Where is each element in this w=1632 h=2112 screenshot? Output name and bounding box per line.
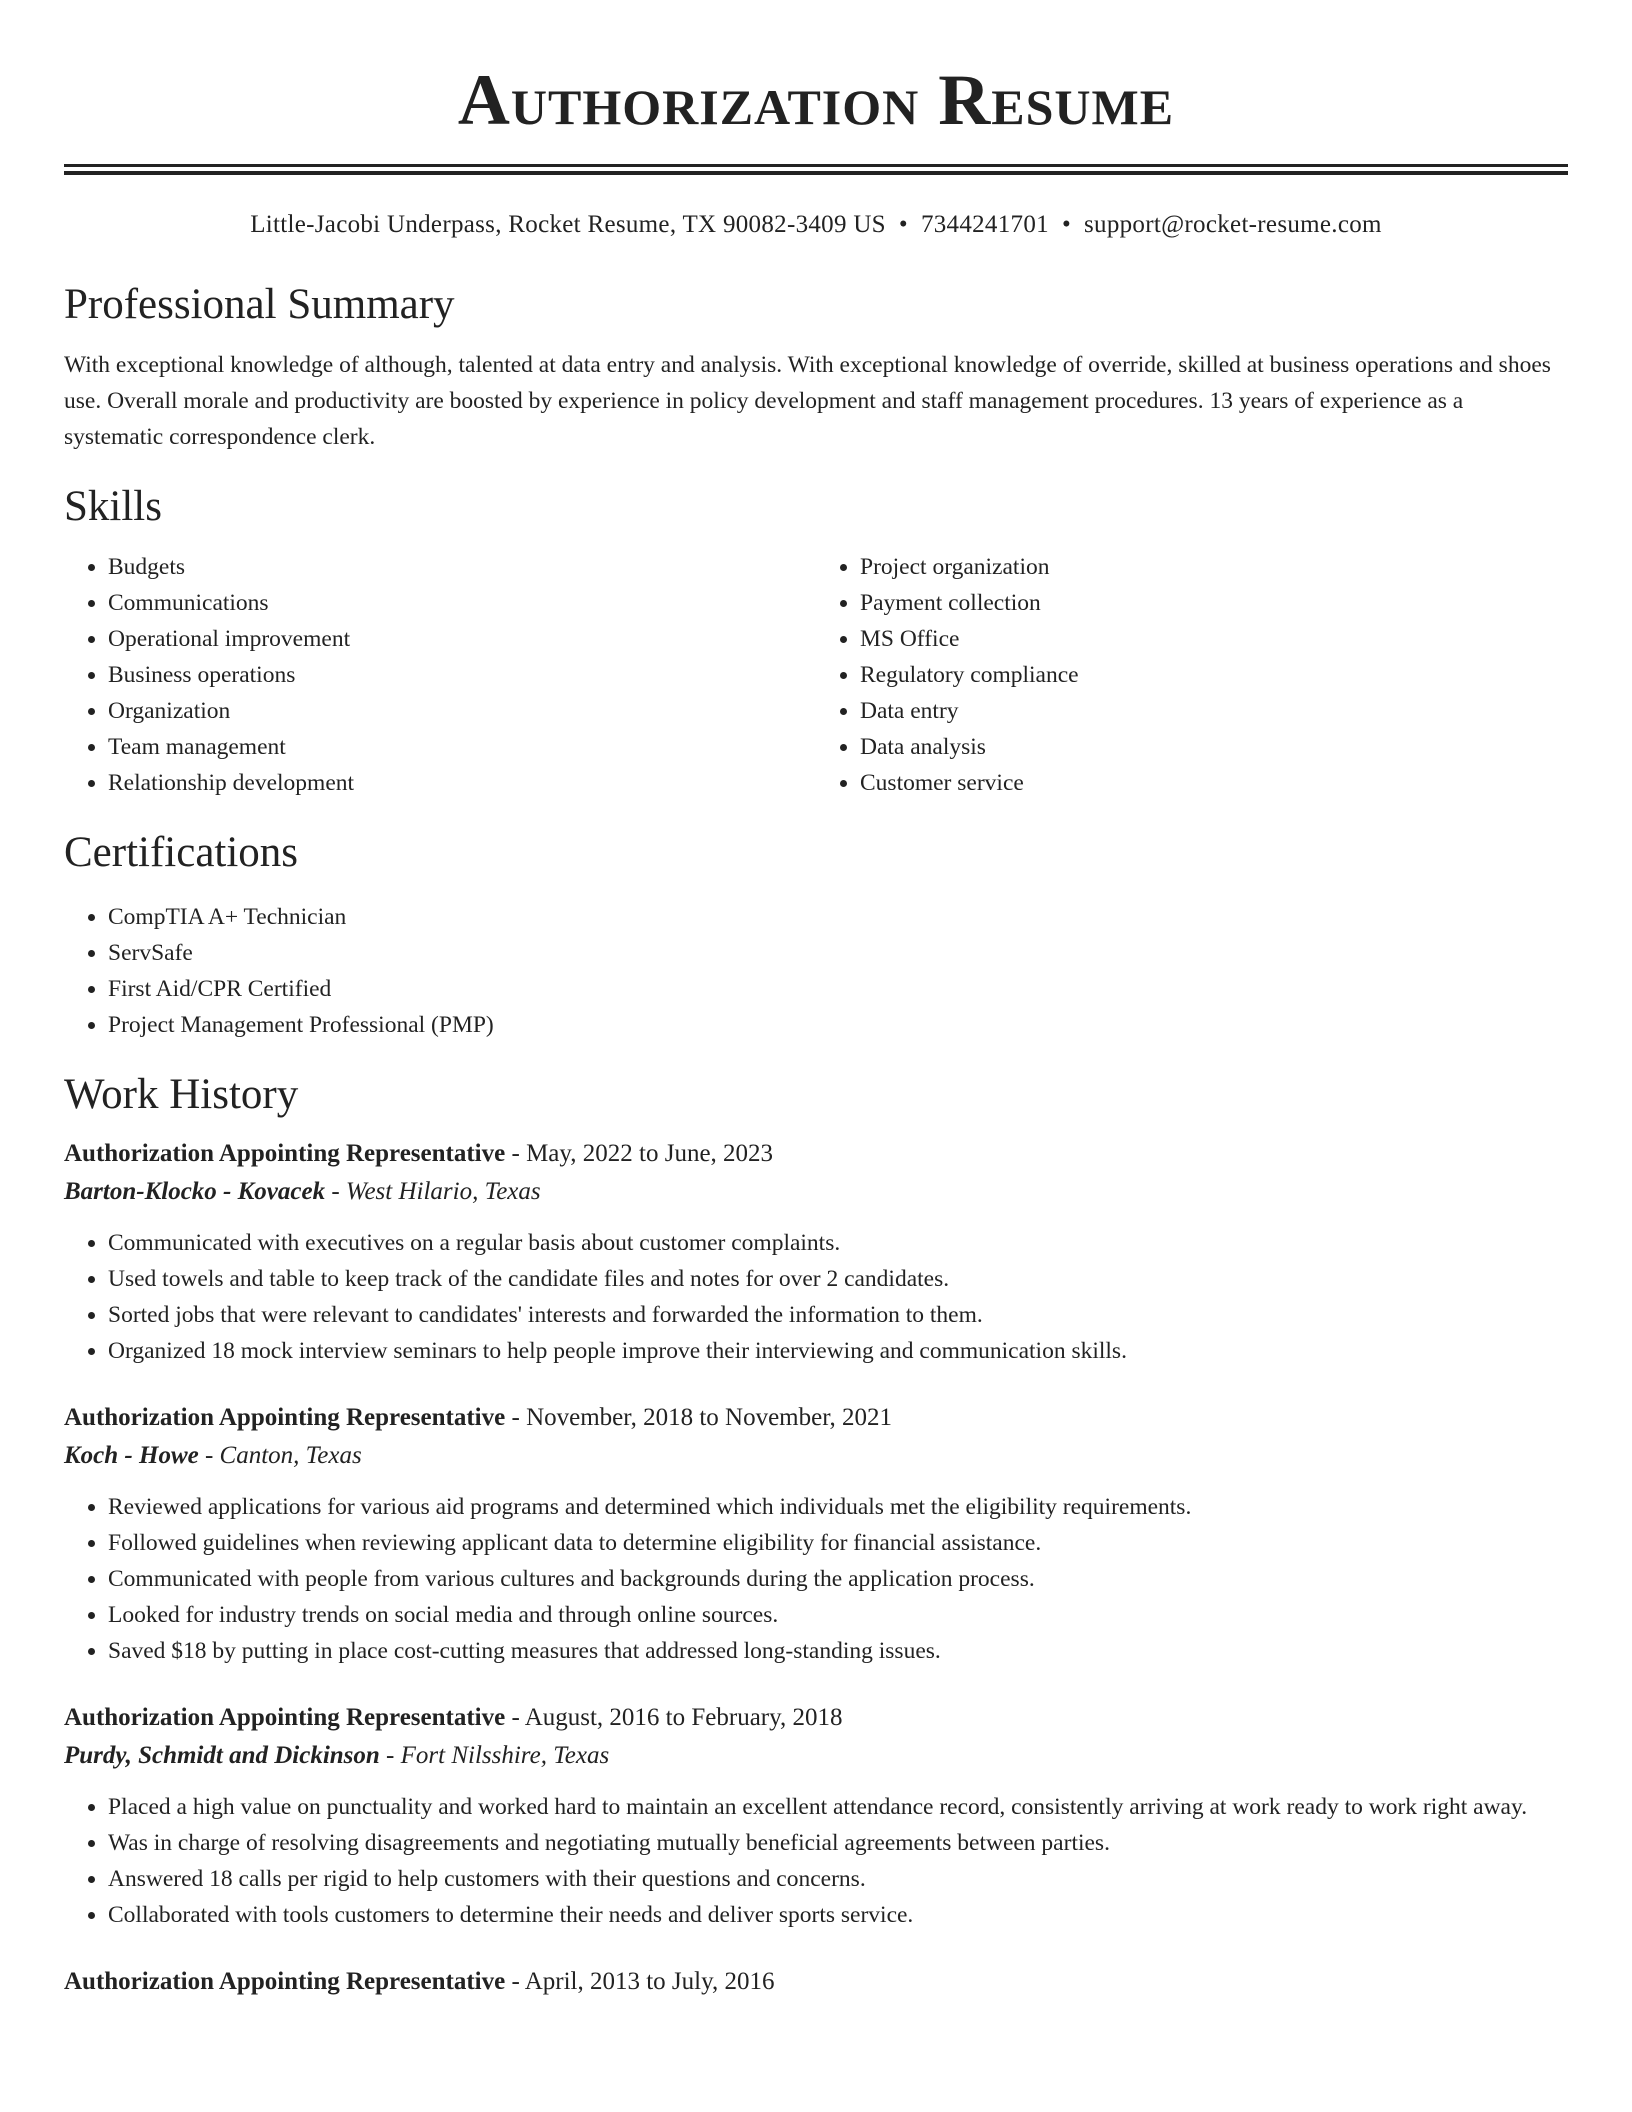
job-title-line: Authorization Appointing Representative - August, 2016 to February, 2018 — [64, 1704, 843, 1731]
contact-email: support@rocket-resume.com — [1084, 211, 1382, 238]
skill-item: • Customer service — [860, 765, 1568, 801]
job-bullet: • Saved $18 by putting in place cost-cutting measures that addressed long-standing issues. — [108, 1633, 1568, 1669]
job-bullet: • Communicated with executives on a regular basis about customer complaints. — [108, 1225, 1568, 1261]
job-location: Canton, Texas — [219, 1442, 362, 1469]
job-entry — [64, 1399, 1568, 1669]
job-bullet: • Organized 18 mock interview seminars to help people improve their interviewing and communication skills. — [108, 1333, 1568, 1369]
job-bullet: • Sorted jobs that were relevant to candidates' interests and forwarded the information to them. — [108, 1297, 1568, 1333]
job-title-line: Authorization Appointing Representative - April, 2013 to July, 2016 — [64, 1968, 775, 1995]
job-title: Authorization Appointing Representative — [64, 1140, 506, 1167]
job-title: Authorization Appointing Representative — [64, 1704, 506, 1731]
skills-list-left — [64, 549, 816, 801]
job-company-line: Koch - Howe - Canton, Texas — [64, 1442, 362, 1469]
certifications-heading: Certifications — [64, 829, 299, 876]
job-entry — [64, 1135, 1568, 1369]
job-title: Authorization Appointing Representative — [64, 1968, 506, 1995]
job-bullets — [64, 1225, 1568, 1369]
summary-heading: Professional Summary — [64, 281, 455, 328]
contact-separator: • — [1061, 211, 1071, 238]
certification-item: • First Aid/CPR Certified — [108, 971, 1568, 1007]
skill-item: • Communications — [108, 585, 816, 621]
job-entry — [64, 1963, 1568, 2001]
skill-item: • Data analysis — [860, 729, 1568, 765]
contact-address: Little-Jacobi Underpass, Rocket Resume, TX 90082-3409 US — [250, 211, 886, 238]
certification-item: • ServSafe — [108, 935, 1568, 971]
job-bullets — [64, 1489, 1568, 1669]
certification-item: • CompTIA A+ Technician — [108, 899, 1568, 935]
job-dates: April, 2013 to July, 2016 — [524, 1968, 775, 1995]
job-dates: May, 2022 to June, 2023 — [526, 1140, 774, 1167]
job-company-line: Barton-Klocko - Kovacek - West Hilario, Texas — [64, 1178, 541, 1205]
skills-heading: Skills — [64, 483, 162, 530]
job-bullet: • Collaborated with tools customers to determine their needs and deliver sports service. — [108, 1897, 1568, 1933]
skill-item: • MS Office — [860, 621, 1568, 657]
skill-item: • Relationship development — [108, 765, 816, 801]
job-bullets — [64, 1789, 1568, 1933]
skills-columns — [64, 549, 1568, 801]
skills-list-right — [816, 549, 1568, 801]
job-dates: November, 2018 to November, 2021 — [526, 1404, 893, 1431]
job-company: Barton-Klocko - Kovacek — [64, 1178, 326, 1205]
work-history-list — [64, 1135, 1568, 2001]
job-dates: August, 2016 to February, 2018 — [524, 1704, 843, 1731]
job-bullet: • Answered 18 calls per rigid to help customers with their questions and concerns. — [108, 1861, 1568, 1897]
skill-item: • Payment collection — [860, 585, 1568, 621]
title-divider — [64, 164, 1568, 175]
job-bullet: • Communicated with people from various cultures and backgrounds during the application process. — [108, 1561, 1568, 1597]
job-location: Fort Nilsshire, Texas — [400, 1742, 610, 1769]
certifications-list — [64, 899, 1568, 1043]
job-location: West Hilario, Texas — [345, 1178, 541, 1205]
contact-line — [64, 209, 1568, 241]
job-title: Authorization Appointing Representative — [64, 1404, 506, 1431]
skill-item: • Regulatory compliance — [860, 657, 1568, 693]
summary-text: With exceptional knowledge of although, talented at data entry and analysis. With exceptional knowledge of override, skilled at business operations and shoes use. Overall morale and productivity are boosted by experience in policy development and staff management procedures. 13 years of experience as a systematic correspondence clerk. — [64, 352, 1551, 450]
job-company: Koch - Howe — [64, 1442, 199, 1469]
contact-separator: • — [898, 211, 908, 238]
skill-item: • Business operations — [108, 657, 816, 693]
job-company-line: Purdy, Schmidt and Dickinson - Fort Nilsshire, Texas — [64, 1742, 610, 1769]
job-entry — [64, 1699, 1568, 1933]
skill-item: • Budgets — [108, 549, 816, 585]
skill-item: • Operational improvement — [108, 621, 816, 657]
job-bullet: • Was in charge of resolving disagreements and negotiating mutually beneficial agreements between parties. — [108, 1825, 1568, 1861]
job-title-line: Authorization Appointing Representative - May, 2022 to June, 2023 — [64, 1140, 774, 1167]
job-bullet: • Placed a high value on punctuality and worked hard to maintain an excellent attendance record, consistently arriving at work ready to work right away. — [108, 1789, 1568, 1825]
skill-item: • Organization — [108, 693, 816, 729]
certification-item: • Project Management Professional (PMP) — [108, 1007, 1568, 1043]
job-bullet: • Used towels and table to keep track of the candidate files and notes for over 2 candidates. — [108, 1261, 1568, 1297]
work-history-heading: Work History — [64, 1071, 299, 1118]
job-bullet: • Looked for industry trends on social media and through online sources. — [108, 1597, 1568, 1633]
contact-phone: 7344241701 — [920, 211, 1049, 238]
skill-item: • Project organization — [860, 549, 1568, 585]
job-bullet: • Followed guidelines when reviewing applicant data to determine eligibility for financial assistance. — [108, 1525, 1568, 1561]
job-title-line: Authorization Appointing Representative - November, 2018 to November, 2021 — [64, 1404, 893, 1431]
skill-item: • Data entry — [860, 693, 1568, 729]
job-company: Purdy, Schmidt and Dickinson — [64, 1742, 380, 1769]
resume-title: Authorization Resume — [457, 60, 1175, 140]
job-bullet: • Reviewed applications for various aid programs and determined which individuals met the eligibility requirements. — [108, 1489, 1568, 1525]
skill-item: • Team management — [108, 729, 816, 765]
